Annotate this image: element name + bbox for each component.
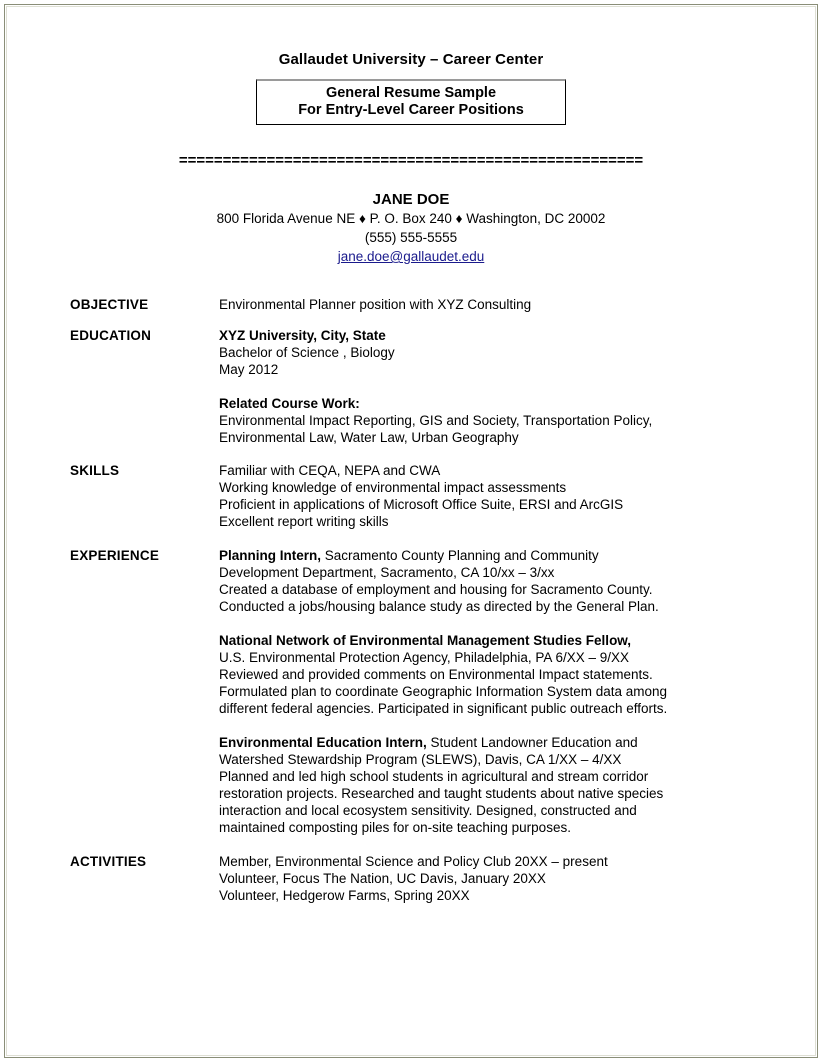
coursework-line-1: Environmental Impact Reporting, GIS and Society, Transportation Policy, (219, 413, 653, 428)
experience-org-line-2: Development Department, Sacramento, CA 10/xx – 3/xx (219, 565, 555, 580)
skills-item-1: Familiar with CEQA, NEPA and CWA (219, 463, 441, 478)
education-coursework-block (219, 395, 787, 446)
experience-entry (219, 734, 787, 836)
experience-job-title: Planning Intern, (219, 548, 322, 563)
experience-entry (219, 632, 787, 717)
section-label-experience: EXPERIENCE (70, 548, 160, 563)
section-education (70, 327, 787, 446)
section-label-skills: SKILLS (70, 463, 120, 478)
experience-desc-line-3: different federal agencies. Participated in significant public outreach efforts. (219, 701, 668, 716)
experience-org-line-1: Sacramento County Planning and Community (321, 548, 599, 563)
document-title-line-1: General Resume Sample (325, 85, 497, 101)
applicant-name: JANE DOE (372, 191, 450, 208)
education-degree: Bachelor of Science , Biology (219, 345, 395, 360)
skills-item-2: Working knowledge of environmental impact assessments (219, 480, 567, 495)
experience-entry (219, 547, 787, 615)
section-content-objective (219, 296, 787, 313)
experience-desc-line-3: interaction and local ecosystem sensitivity. Designed, constructed and (219, 803, 637, 818)
section-label-objective: OBJECTIVE (70, 297, 149, 312)
experience-org-line-2: U.S. Environmental Protection Agency, Philadelphia, PA 6/XX – 9/XX (219, 650, 629, 665)
applicant-phone: (555) 555-5555 (364, 230, 458, 245)
resume-body (5, 296, 817, 904)
section-content-education (219, 327, 787, 446)
document-title-box (256, 79, 566, 125)
applicant-email-link[interactable]: jane.doe@gallaudet.edu (337, 249, 485, 264)
applicant-email-row (5, 247, 817, 266)
section-content-activities (219, 853, 787, 904)
experience-job-title: Environmental Education Intern, (219, 735, 427, 750)
skills-item-4: Excellent report writing skills (219, 514, 389, 529)
experience-desc-line-1: Reviewed and provided comments on Environmental Impact statements. (219, 667, 653, 682)
experience-desc-line-2: Formulated plan to coordinate Geographic Information System data among (219, 684, 667, 699)
experience-org-line-2: Watershed Stewardship Program (SLEWS), Davis, CA 1/XX – 4/XX (219, 752, 622, 767)
section-activities (70, 853, 787, 904)
experience-desc-line-2: Conducted a jobs/housing balance study as directed by the General Plan. (219, 599, 659, 614)
experience-desc-line-1: Created a database of employment and housing for Sacramento County. (219, 582, 653, 597)
organization-title: Gallaudet University – Career Center (278, 51, 544, 68)
coursework-line-2: Environmental Law, Water Law, Urban Geography (219, 430, 519, 445)
experience-headline (219, 734, 787, 751)
section-label-activities: ACTIVITIES (70, 854, 147, 869)
experience-desc-line-1: Planned and led high school students in agricultural and stream corridor (219, 769, 649, 784)
equals-divider: ===================================================== (178, 155, 644, 167)
skills-item-3: Proficient in applications of Microsoft Office Suite, ERSI and ArcGIS (219, 497, 624, 512)
page-frame (4, 4, 818, 1058)
experience-headline (219, 547, 787, 564)
activities-item-2: Volunteer, Focus The Nation, UC Davis, January 20XX (219, 871, 546, 886)
section-label-education: EDUCATION (70, 328, 152, 343)
section-objective (70, 296, 787, 313)
section-content-experience (219, 547, 787, 836)
activities-item-3: Volunteer, Hedgerow Farms, Spring 20XX (219, 888, 470, 903)
activities-item-1: Member, Environmental Science and Policy Club 20XX – present (219, 854, 608, 869)
experience-desc-line-2: restoration projects. Researched and taught students about native species (219, 786, 664, 801)
experience-headline (219, 632, 787, 649)
experience-job-title: National Network of Environmental Management Studies Fellow, (219, 633, 632, 648)
section-skills (70, 462, 787, 530)
education-school: XYZ University, City, State (219, 328, 386, 343)
document-title-line-2: For Entry-Level Career Positions (298, 102, 524, 118)
document-title-box-wrapper (5, 79, 817, 125)
education-date: May 2012 (219, 362, 279, 377)
applicant-address: 800 Florida Avenue NE ♦ P. O. Box 240 ♦ Washington, DC 20002 (216, 211, 606, 226)
resume-sheet (5, 5, 817, 1057)
section-content-skills (219, 462, 787, 530)
coursework-heading: Related Course Work: (219, 396, 360, 411)
education-degree-block (219, 327, 787, 378)
section-experience (70, 547, 787, 836)
experience-desc-line-4: maintained composting piles for on-site teaching purposes. (219, 820, 571, 835)
experience-org-line-1: Student Landowner Education and (426, 735, 638, 750)
objective-text: Environmental Planner position with XYZ Consulting (219, 297, 532, 312)
